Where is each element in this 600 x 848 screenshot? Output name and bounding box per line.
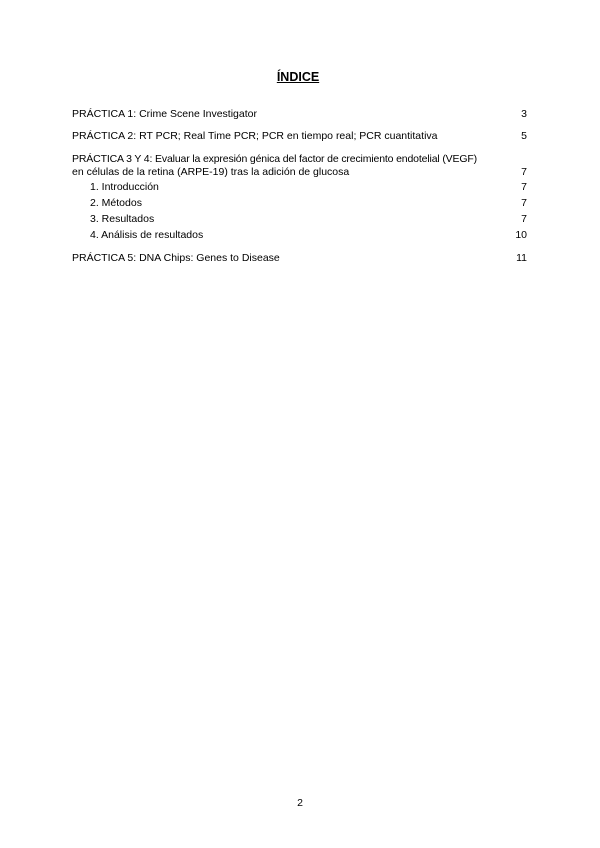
toc-subentry-metodos[interactable] bbox=[90, 197, 528, 210]
toc-entry-label: 2. Métodos bbox=[90, 197, 142, 209]
toc-entry-page: 7 bbox=[521, 166, 527, 178]
toc-subentry-introduccion[interactable] bbox=[90, 181, 528, 194]
toc-entry-practica-5[interactable] bbox=[72, 252, 528, 265]
toc-entry-label: PRÁCTICA 1: Crime Scene Investigator bbox=[72, 108, 257, 120]
toc-title: ÍNDICE bbox=[276, 70, 320, 84]
toc-entry-label: 3. Resultados bbox=[90, 213, 155, 225]
toc-entry-practica-1[interactable] bbox=[72, 108, 528, 121]
toc-entry-page: 3 bbox=[521, 108, 527, 120]
toc-entry-page: 10 bbox=[515, 229, 527, 241]
toc-entry-practica-3-4[interactable] bbox=[72, 153, 528, 179]
toc-subentry-resultados[interactable] bbox=[90, 213, 528, 226]
toc-subentry-analisis[interactable] bbox=[90, 229, 528, 242]
toc-entry-page: 11 bbox=[516, 252, 527, 264]
toc-entry-label: PRÁCTICA 5: DNA Chips: Genes to Disease bbox=[72, 252, 280, 264]
toc-entry-page: 7 bbox=[521, 213, 527, 225]
toc-entry-label-line-1: PRÁCTICA 3 Y 4: Evaluar la expresión génica del factor de crecimiento endotelial (VEGF) bbox=[72, 153, 478, 165]
toc-entry-practica-2[interactable] bbox=[72, 130, 528, 143]
toc-entry-page: 7 bbox=[521, 197, 527, 209]
toc-entry-page: 5 bbox=[521, 130, 527, 142]
toc-entry-label: 4. Análisis de resultados bbox=[90, 229, 204, 241]
page-number: 2 bbox=[297, 797, 303, 809]
toc-entry-label: 1. Introducción bbox=[90, 181, 159, 193]
toc-entry-label-line-2: en células de la retina (ARPE-19) tras la adición de glucosa bbox=[72, 166, 350, 178]
toc-entry-label: PRÁCTICA 2: RT PCR; Real Time PCR; PCR en tiempo real; PCR cuantitativa bbox=[72, 130, 438, 142]
toc-entry-page: 7 bbox=[521, 181, 527, 193]
